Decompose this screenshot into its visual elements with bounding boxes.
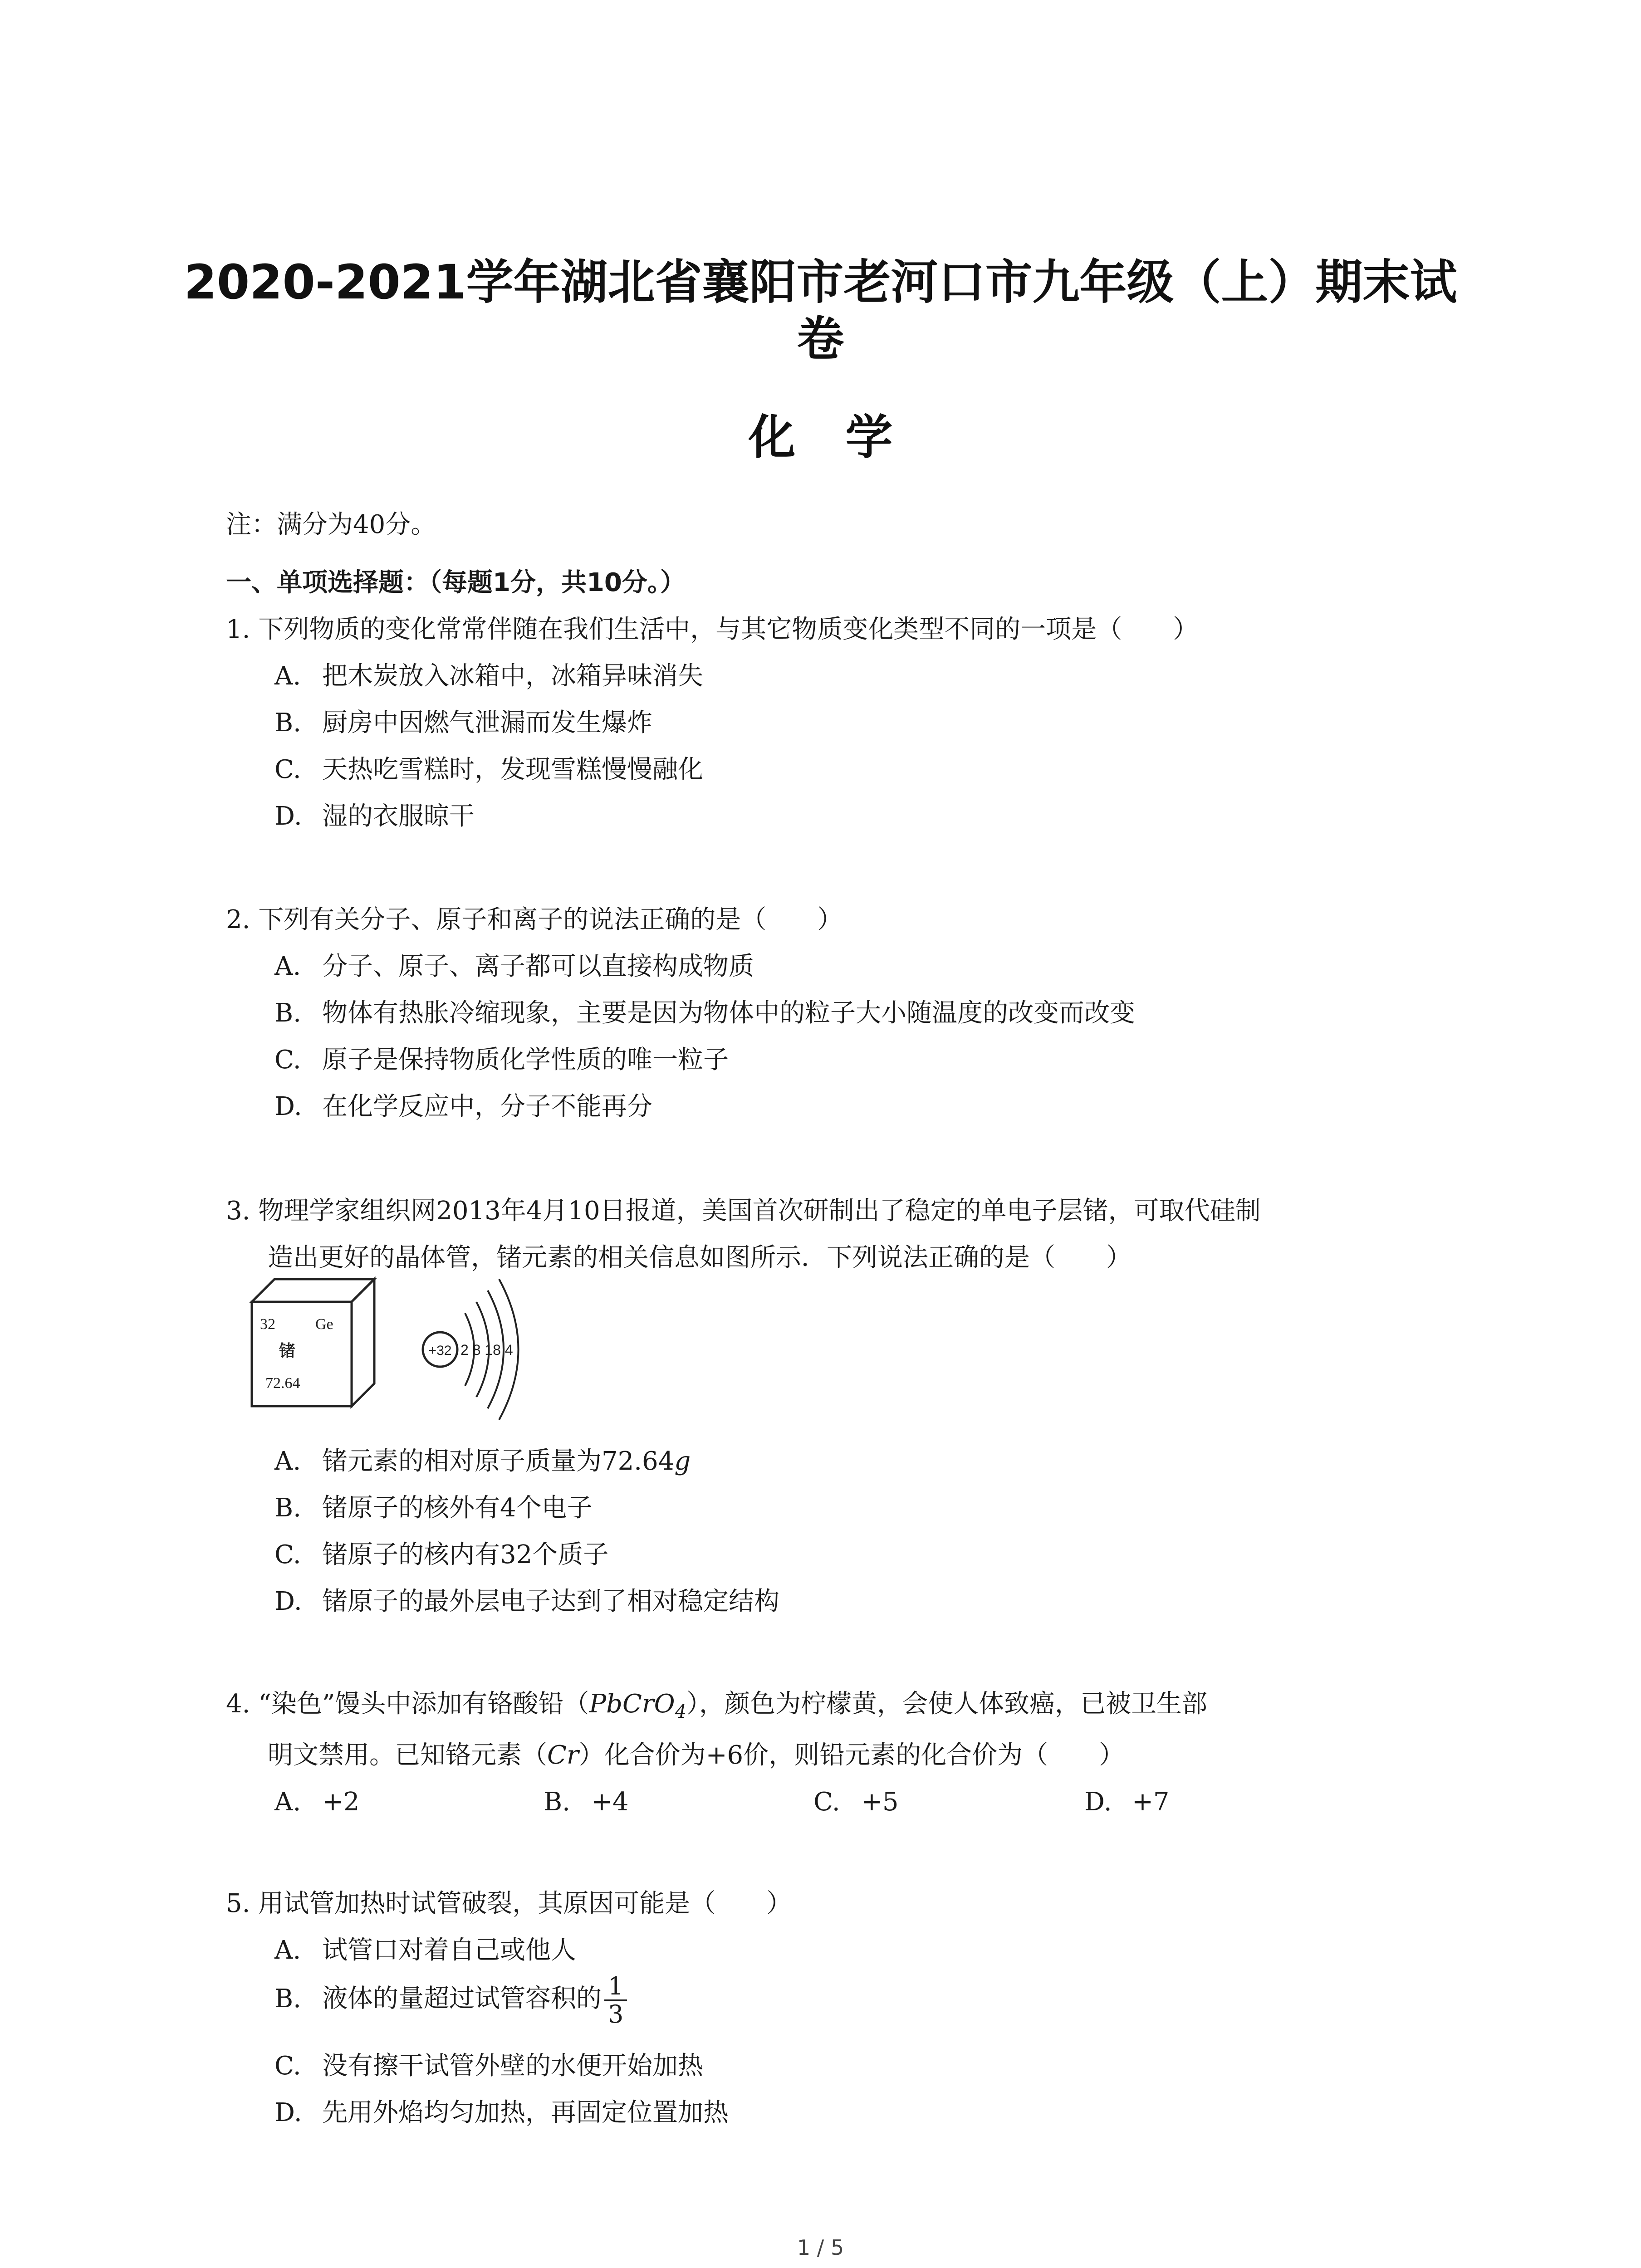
q5-option-d xyxy=(274,2092,729,2129)
q2-option-a xyxy=(274,946,754,982)
q3-option-b xyxy=(274,1488,593,1524)
q4-option-d xyxy=(1084,1787,1170,1817)
element-cube xyxy=(252,1279,374,1406)
q1-option-c xyxy=(274,749,703,786)
q5-option-a xyxy=(274,1930,576,1966)
section-heading: 一、单项选择题：（每题1分，共10分。） xyxy=(226,568,686,597)
nucleus-charge: +32 xyxy=(428,1343,452,1358)
option-label: D. xyxy=(274,1092,302,1121)
option-text: +5 xyxy=(861,1787,899,1817)
option-label: C. xyxy=(274,755,301,784)
option-label: C. xyxy=(274,1045,301,1075)
fraction-numerator: 1 xyxy=(604,1973,627,2001)
q3-stem-line2: 造出更好的晶体管，锗元素的相关信息如图所示．下列说法正确的是（ ） xyxy=(268,1243,1132,1272)
atomic-number: 32 xyxy=(260,1316,275,1333)
option-text: 物体有热胀冷缩现象，主要是因为物体中的粒子大小随温度的改变而改变 xyxy=(322,998,1135,1028)
q1-option-d xyxy=(274,796,475,832)
option-label: B. xyxy=(544,1787,570,1817)
option-text: 天热吃雪糕时，发现雪糕慢慢融化 xyxy=(322,755,703,784)
q5-option-c xyxy=(274,2046,703,2082)
q4-option-c xyxy=(813,1787,899,1817)
option-text: +4 xyxy=(591,1787,629,1817)
option-label: B. xyxy=(274,1493,301,1523)
q1-option-b xyxy=(274,703,652,739)
exam-title: 2020-2021学年湖北省襄阳市老河口市九年级（上）期末试卷 xyxy=(184,254,1457,367)
q3-option-d xyxy=(274,1581,779,1618)
q3-stem-line1: 3. 物理学家组织网2013年4月10日报道，美国首次研制出了稳定的单电子层锗，可取代硅制 xyxy=(226,1196,1261,1226)
unit-g: g xyxy=(674,1447,691,1476)
option-label: B. xyxy=(274,1984,301,2014)
chromium-symbol: Cr xyxy=(547,1740,579,1770)
subject-title: 化学 xyxy=(748,410,943,465)
fraction-denominator: 3 xyxy=(608,2000,624,2028)
option-text: 先用外焰均匀加热，再固定位置加热 xyxy=(322,2098,729,2127)
option-text: 试管口对着自己或他人 xyxy=(322,1936,576,1965)
option-label: C. xyxy=(813,1787,840,1817)
option-label: C. xyxy=(274,2051,301,2081)
q2-option-c xyxy=(274,1040,729,1076)
option-text: 没有擦干试管外壁的水便开始加热 xyxy=(322,2051,703,2081)
option-text: 锗原子的最外层电子达到了相对稳定结构 xyxy=(322,1587,779,1616)
option-label: D. xyxy=(274,2098,302,2127)
option-text: 厨房中因燃气泄漏而发生爆炸 xyxy=(322,708,652,738)
q1-stem: 1. 下列物质的变化常常伴随在我们生活中，与其它物质变化类型不同的一项是（ ） xyxy=(226,615,1199,644)
page-number: 1 / 5 xyxy=(797,2235,844,2260)
option-text: 锗原子的核外有4个电子 xyxy=(322,1493,593,1523)
q4-stem-text: ）化合价为+6价，则铅元素的化合价为（ ） xyxy=(578,1740,1125,1770)
q4-option-b xyxy=(544,1787,629,1817)
option-text: 锗原子的核内有32个质子 xyxy=(322,1540,609,1569)
formula-subscript: 4 xyxy=(675,1701,687,1723)
option-label: A. xyxy=(274,1787,301,1817)
option-label: B. xyxy=(274,708,301,738)
option-label: D. xyxy=(274,1587,302,1616)
q4-stem-text: ），颜色为柠檬黄，会使人体致癌，已被卫生部 xyxy=(686,1689,1208,1719)
shell-electron-counts: 2 8 18 4 xyxy=(460,1342,513,1358)
germanium-figure xyxy=(247,1270,565,1420)
fraction-one-third xyxy=(604,1973,627,2028)
option-text: 湿的衣服晾干 xyxy=(322,802,475,831)
q4-stem-line1 xyxy=(226,1684,1207,1722)
q1-option-a xyxy=(274,656,703,692)
score-note: 注：满分为40分。 xyxy=(226,510,436,539)
option-label: A. xyxy=(274,661,301,691)
q3-option-a xyxy=(274,1441,691,1477)
q5-stem: 5. 用试管加热时试管破裂，其原因可能是（ ） xyxy=(226,1889,792,1918)
option-text: 把木炭放入冰箱中，冰箱异味消失 xyxy=(322,661,703,691)
atom-structure-diagram xyxy=(423,1279,519,1420)
q4-option-a xyxy=(274,1787,360,1817)
option-label: D. xyxy=(1084,1787,1112,1817)
lead-chromate-formula: PbCrO xyxy=(589,1689,675,1719)
q4-stem-text: 明文禁用。已知铬元素（ xyxy=(268,1740,547,1770)
atomic-mass: 72.64 xyxy=(265,1375,300,1392)
option-text: 锗元素的相对原子质量为72.64 xyxy=(322,1447,675,1476)
element-symbol: Ge xyxy=(315,1316,333,1333)
option-text: 原子是保持物质化学性质的唯一粒子 xyxy=(322,1045,729,1075)
option-text: 在化学反应中，分子不能再分 xyxy=(322,1092,652,1121)
q5-option-b xyxy=(274,1973,627,2028)
option-label: A. xyxy=(274,1936,301,1965)
option-text: +7 xyxy=(1132,1787,1170,1817)
q4-stem-text: 4. “染色”馒头中添加有铬酸铅（ xyxy=(226,1689,589,1719)
element-name: 锗 xyxy=(279,1342,296,1360)
option-label: A. xyxy=(274,1447,301,1476)
option-text: +2 xyxy=(322,1787,360,1817)
q3-option-c xyxy=(274,1535,608,1571)
option-label: B. xyxy=(274,998,301,1028)
option-text: 分子、原子、离子都可以直接构成物质 xyxy=(322,952,754,981)
q2-option-b xyxy=(274,993,1135,1029)
option-label: C. xyxy=(274,1540,301,1569)
option-text: 液体的量超过试管容积的 xyxy=(322,1984,602,2014)
q2-option-d xyxy=(274,1086,652,1123)
option-label: A. xyxy=(274,952,301,981)
q2-stem: 2. 下列有关分子、原子和离子的说法正确的是（ ） xyxy=(226,905,843,934)
option-label: D. xyxy=(274,802,302,831)
q4-stem-line2 xyxy=(268,1735,1124,1771)
